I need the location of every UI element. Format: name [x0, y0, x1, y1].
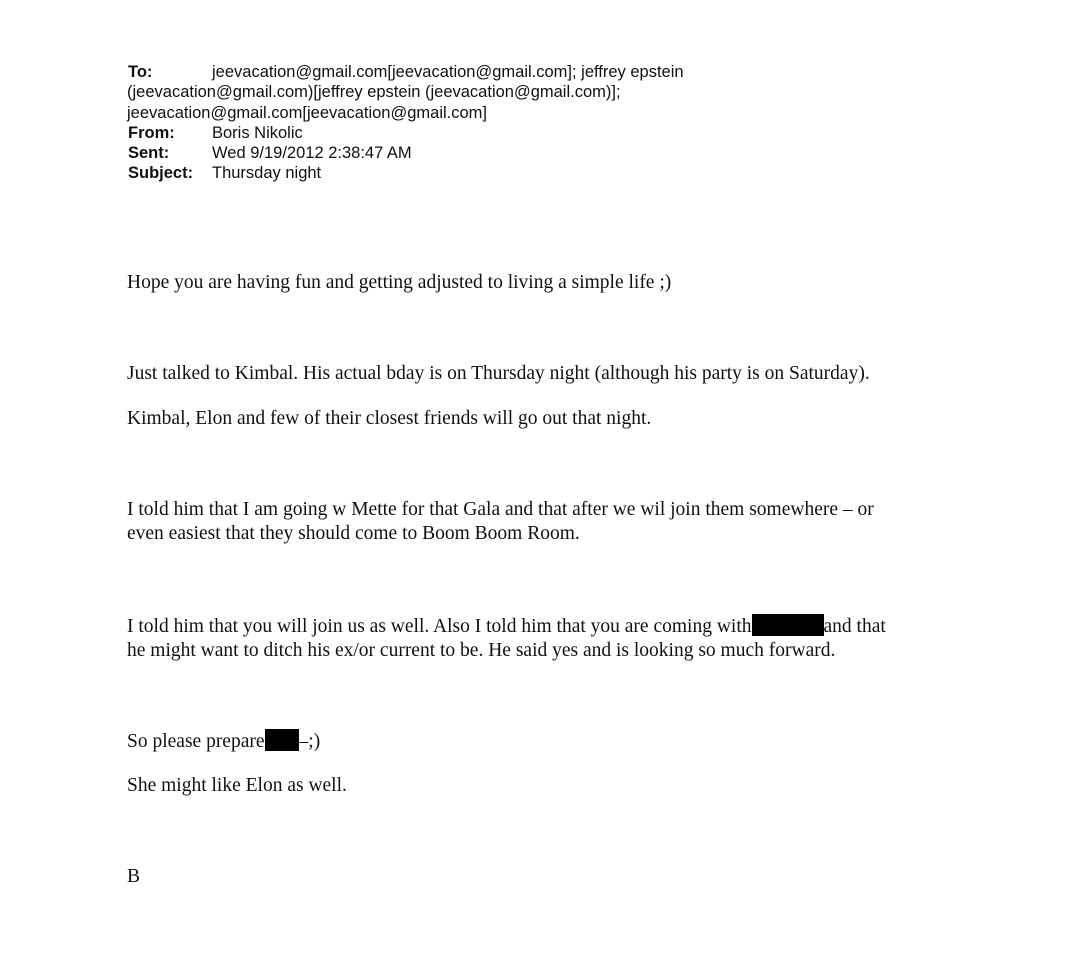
- redaction-box: [265, 729, 299, 751]
- body-paragraph-5-line-1: [127, 614, 967, 639]
- body-paragraph-1: Hope you are having fun and getting adjusted to living a simple life ;): [127, 272, 672, 293]
- to-label: To:: [128, 63, 153, 81]
- from-value: Boris Nikolic: [212, 123, 303, 142]
- redaction-box: [752, 614, 824, 636]
- body-paragraph-5-text-a: I told him that you will join us as well. Also I told him that you are coming with: [127, 616, 752, 637]
- body-paragraph-2: Just talked to Kimbal. His actual bday is on Thursday night (although his party is on Saturday).: [127, 363, 870, 384]
- from-label: From:: [128, 123, 175, 142]
- body-paragraph-5-text-b: and that: [823, 616, 886, 637]
- sent-value: Wed 9/19/2012 2:38:47 AM: [212, 144, 412, 163]
- body-paragraph-4-line-1: I told him that I am going w Mette for that Gala and that after we wil join them somewhere – or: [127, 499, 874, 520]
- body-paragraph-5-line-2: he might want to ditch his ex/or current to be. He said yes and is looking so much forward.: [127, 640, 836, 661]
- to-value-continued: (jeevacation@gmail.com)[jeffrey epstein (jeevacation@gmail.com)];: [127, 83, 621, 102]
- subject-label: Subject:: [128, 164, 194, 183]
- subject-value: Thursday night: [212, 164, 322, 183]
- subject-row: [128, 163, 988, 183]
- body-paragraph-4-line-2: even easiest that they should come to Boom Boom Room.: [127, 523, 580, 544]
- body-paragraph-6-text-a: So please prepare: [127, 731, 265, 752]
- to-value: jeevacation@gmail.com[jeevacation@gmail.com]; jeffrey epstein: [212, 63, 684, 81]
- email-header: [128, 62, 988, 184]
- body-paragraph-4: [127, 498, 967, 546]
- to-row: [128, 62, 988, 82]
- body-paragraph-6: [127, 729, 967, 754]
- sent-row: [128, 143, 988, 163]
- body-paragraph-3: Kimbal, Elon and few of their closest friends will go out that night.: [127, 408, 652, 429]
- signature: B: [127, 866, 141, 887]
- to-value-continued-2: jeevacation@gmail.com[jeevacation@gmail.com]: [127, 103, 487, 122]
- sent-label: Sent:: [128, 144, 170, 163]
- from-row: [128, 123, 988, 143]
- body-paragraph-5: [127, 614, 967, 663]
- body-paragraph-6-text-b: –;): [298, 731, 321, 752]
- body-paragraph-7: She might like Elon as well.: [127, 775, 347, 796]
